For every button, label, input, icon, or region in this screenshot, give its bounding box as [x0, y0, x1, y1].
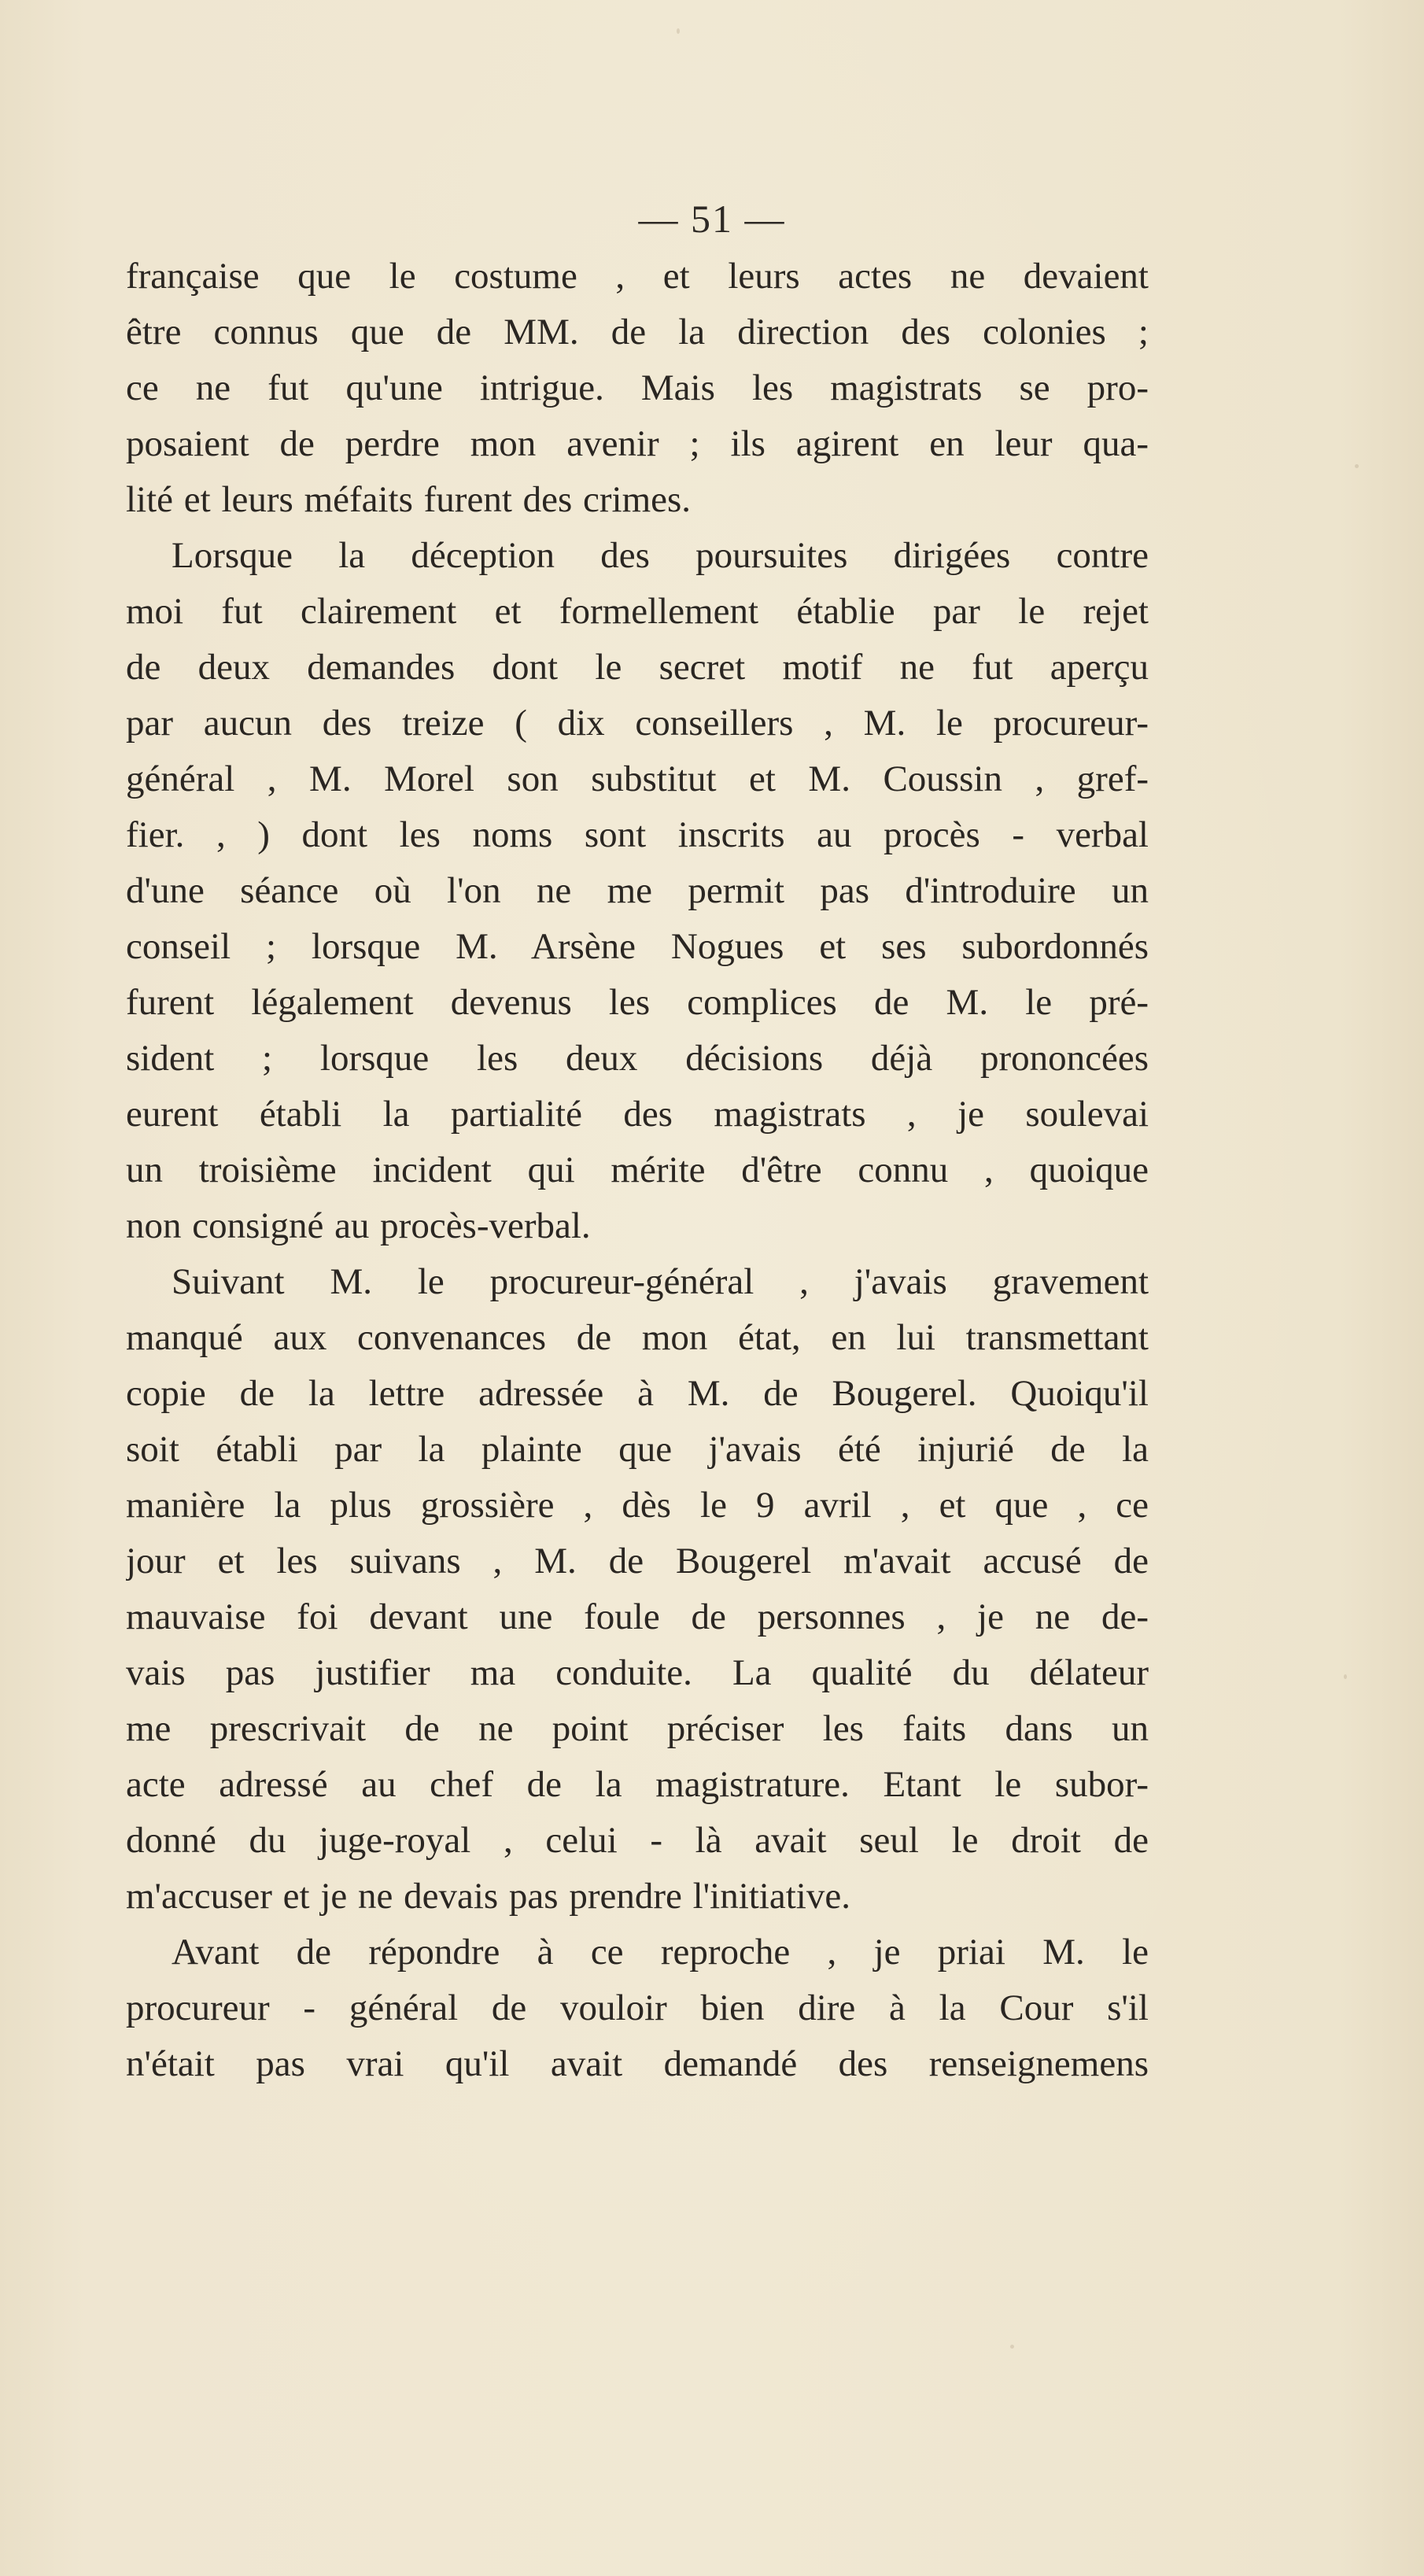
text-line: manqué aux convenances de mon état, en lui transmettant [126, 1317, 1149, 1358]
text-line: lité et leurs méfaits furent des crimes. [126, 479, 692, 520]
text-line: m'accuser et je ne devais pas prendre l'initiative. [126, 1876, 850, 1917]
text-line: fier. , ) dont les noms sont inscrits au procès - verbal [126, 814, 1149, 855]
text-line: jour et les suivans , M. de Bougerel m'avait accusé de [126, 1541, 1149, 1581]
text-line: soit établi par la plainte que j'avais été injurié de la [126, 1429, 1149, 1470]
paper-speck [677, 28, 680, 34]
text-line: sident ; lorsque les deux décisions déjà prononcées [126, 1038, 1149, 1079]
text-line: non consigné au procès-verbal. [126, 1205, 591, 1246]
text-line: furent légalement devenus les complices de M. le pré- [126, 982, 1149, 1023]
text-line: procureur - général de vouloir bien dire à la Cour s'il [126, 1987, 1149, 2028]
text-line: manière la plus grossière , dès le 9 avril , et que , ce [126, 1485, 1149, 1526]
text-line: général , M. Morel son substitut et M. Coussin , gref- [126, 758, 1149, 799]
text-line: française que le costume , et leurs actes ne devaient [126, 256, 1149, 297]
text-line: mauvaise foi devant une foule de personnes , je ne de- [126, 1596, 1149, 1637]
text-line: moi fut clairement et formellement établie par le rejet [126, 591, 1149, 632]
text-line: d'une séance où l'on ne me permit pas d'introduire un [126, 870, 1149, 911]
text-line: copie de la lettre adressée à M. de Bougerel. Quoiqu'il [126, 1373, 1149, 1414]
text-line: par aucun des treize ( dix conseillers , M. le procureur- [126, 703, 1149, 744]
paragraph-start-line: Lorsque la déception des poursuites dirigées contre [172, 535, 1149, 576]
paper-speck [1010, 2345, 1014, 2349]
paragraph-start-line: Avant de répondre à ce reproche , je priai M. le [172, 1932, 1149, 1973]
text-line: de deux demandes dont le secret motif ne fut aperçu [126, 647, 1149, 688]
page-number: — 51 — [638, 197, 786, 241]
text-line: posaient de perdre mon avenir ; ils agirent en leur qua- [126, 423, 1149, 464]
text-line: conseil ; lorsque M. Arsène Nogues et ses subordonnés [126, 926, 1149, 967]
body-text [126, 249, 1149, 2092]
paper-speck [1355, 464, 1359, 468]
text-line: donné du juge-royal , celui - là avait seul le droit de [126, 1820, 1149, 1861]
text-line: eurent établi la partialité des magistrats , je soulevai [126, 1094, 1149, 1135]
paper-speck [1344, 1674, 1347, 1679]
paragraph-start-line: Suivant M. le procureur-général , j'avais gravement [172, 1261, 1149, 1302]
text-line: ce ne fut qu'une intrigue. Mais les magistrats se pro- [126, 367, 1149, 408]
text-line: me prescrivait de ne point préciser les faits dans un [126, 1708, 1149, 1749]
text-line: un troisième incident qui mérite d'être connu , quoique [126, 1150, 1149, 1190]
text-line: vais pas justifier ma conduite. La qualité du délateur [126, 1652, 1149, 1693]
text-line: être connus que de MM. de la direction des colonies ; [126, 312, 1149, 352]
text-line: n'était pas vrai qu'il avait demandé des renseignemens [126, 2043, 1149, 2084]
text-line: acte adressé au chef de la magistrature. Etant le subor- [126, 1764, 1149, 1805]
